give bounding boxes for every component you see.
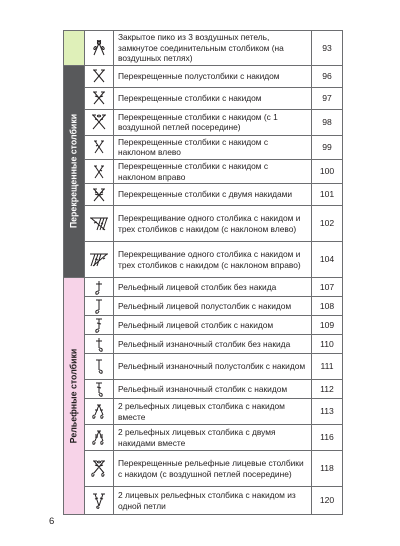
- table-row: [64, 184, 343, 206]
- row-page: 100: [312, 159, 343, 183]
- back-post-hdc-icon: [85, 354, 114, 380]
- table-row: [64, 316, 343, 335]
- row-description: Рельефный изнаночный столбик с накидом: [114, 380, 312, 399]
- crossed-tr-icon: [85, 184, 114, 206]
- v-front-post-dc-icon: [85, 487, 114, 515]
- table-row: [64, 159, 343, 183]
- cross-one-three-right-icon: [85, 242, 114, 278]
- crossed-dc-left-icon: [85, 135, 114, 159]
- row-description: Перекрещенные рельефные лицевые столбики с накидом (с воздушной петлей посередине): [114, 451, 312, 487]
- row-page: 118: [312, 451, 343, 487]
- row-description: Перекрещенные столбики с накидом с наклоном вправо: [114, 159, 312, 183]
- row-description: Рельефный изнаночный столбик без накида: [114, 335, 312, 354]
- row-page: 108: [312, 297, 343, 316]
- table-row: [64, 206, 343, 242]
- table-row: [64, 242, 343, 278]
- symbol-index-table-container: [63, 30, 333, 515]
- table-row: [64, 297, 343, 316]
- row-description: Перекрещивание одного столбика с накидом и трех столбиков с накидом (с наклоном влево): [114, 206, 312, 242]
- front-post-dc-icon: [85, 316, 114, 335]
- row-description: Рельефный лицевой полустолбик с накидом: [114, 297, 312, 316]
- row-description: Перекрещенные столбики с накидом с наклоном влево: [114, 135, 312, 159]
- row-page: 102: [312, 206, 343, 242]
- row-page: 98: [312, 109, 343, 135]
- crossed-dc-right-icon: [85, 159, 114, 183]
- row-description: Перекрещенные столбики с накидом (с 1 воздушной петлей посередине): [114, 109, 312, 135]
- page-number: 6: [49, 516, 55, 527]
- table-row: [64, 278, 343, 297]
- crossed-dc-icon: [85, 87, 114, 109]
- row-page: 109: [312, 316, 343, 335]
- row-page: 107: [312, 278, 343, 297]
- row-description: Рельефный изнаночный полустолбик с накидом: [114, 354, 312, 380]
- table-row: [64, 31, 343, 66]
- row-description: Перекрещенные столбики с двумя накидами: [114, 184, 312, 206]
- section-tab-crossed: [64, 65, 85, 277]
- row-description: Перекрещивание одного столбика с накидом и трех столбиков с накидом (с наклоном вправо): [114, 242, 312, 278]
- crossed-front-post-dc-icon: [85, 451, 114, 487]
- crossed-dc-chain-icon: [85, 109, 114, 135]
- table-row: [64, 451, 343, 487]
- back-post-dc-icon: [85, 380, 114, 399]
- row-description: Рельефный лицевой столбик с накидом: [114, 316, 312, 335]
- row-description: Перекрещенные полустолбики с накидом: [114, 65, 312, 87]
- row-page: 116: [312, 425, 343, 451]
- table-row: [64, 399, 343, 425]
- row-page: 112: [312, 380, 343, 399]
- section-tab-blank: [64, 31, 85, 66]
- row-page: 111: [312, 354, 343, 380]
- row-description: 2 рельефных лицевых столбика с двумя накидами вместе: [114, 425, 312, 451]
- two-front-post-tr-icon: [85, 425, 114, 451]
- front-post-hdc-icon: [85, 297, 114, 316]
- row-page: 113: [312, 399, 343, 425]
- front-post-sc-icon: [85, 278, 114, 297]
- crossed-half-dc-icon: [85, 65, 114, 87]
- row-description: 2 лицевых рельефных столбика с накидом из одной петли: [114, 487, 312, 515]
- section-label-crossed: Перекрещенные столбики: [68, 114, 79, 229]
- row-description: 2 рельефных лицевых столбика с накидом вместе: [114, 399, 312, 425]
- row-description: Перекрещенные столбики с накидом: [114, 87, 312, 109]
- row-description: Рельефный лицевой столбик без накида: [114, 278, 312, 297]
- row-page: 101: [312, 184, 343, 206]
- table-row: [64, 87, 343, 109]
- row-page: 97: [312, 87, 343, 109]
- row-page: 96: [312, 65, 343, 87]
- table-row: [64, 65, 343, 87]
- cross-one-three-left-icon: [85, 206, 114, 242]
- table-row: [64, 487, 343, 515]
- row-description: Закрытое пико из 3 воздушных петель, замкнутое соединительным столбиком (на воздушных петлях): [114, 31, 312, 66]
- table-row: [64, 135, 343, 159]
- table-row: [64, 335, 343, 354]
- section-tab-relief: [64, 278, 85, 515]
- row-page: 120: [312, 487, 343, 515]
- two-front-post-dc-icon: [85, 399, 114, 425]
- row-page: 104: [312, 242, 343, 278]
- table-row: [64, 380, 343, 399]
- symbol-index-table: [63, 30, 343, 515]
- back-post-sc-icon: [85, 335, 114, 354]
- row-page: 99: [312, 135, 343, 159]
- table-row: [64, 109, 343, 135]
- row-page: 110: [312, 335, 343, 354]
- table-row: [64, 425, 343, 451]
- table-row: [64, 354, 343, 380]
- picot-icon: [85, 31, 114, 66]
- row-page: 93: [312, 31, 343, 66]
- section-label-relief: Рельефные столбики: [68, 348, 79, 444]
